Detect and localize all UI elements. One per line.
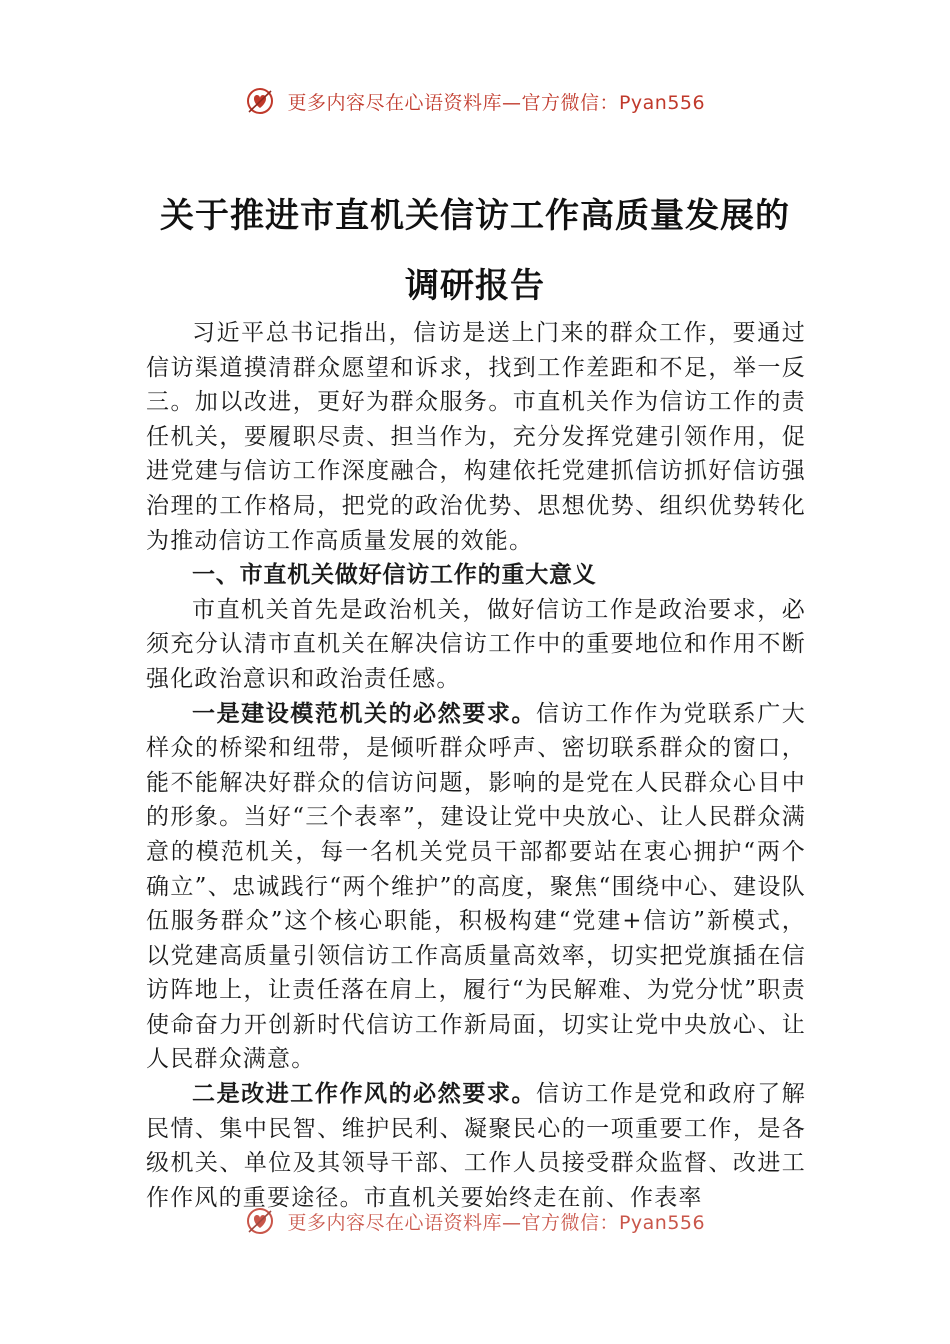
point-2-text: 信访工作是党和政府了解民情、集中民智、维护民利、凝聚民心的一项重要工作，是各级机关、单位及其领导干部、工作人员接受群众监督、改进工作作风的重要途径。市直机关要始终走在前、作表率 bbox=[146, 1081, 806, 1211]
watermark-header bbox=[0, 86, 950, 116]
heart-logo-icon bbox=[245, 86, 275, 116]
document-body bbox=[146, 316, 806, 1215]
watermark-text: 更多内容尽在心语资料库—官方微信：Pyan556 bbox=[287, 91, 706, 114]
intro-paragraph: 习近平总书记指出，信访是送上门来的群众工作，要通过信访渠道摸清群众愿望和诉求，找到工作差距和不足，举一反三。加以改进，更好为群众服务。市直机关作为信访工作的责任机关，要履职尽责、担当作为，充分发挥党建引领作用，促进党建与信访工作深度融合，构建依托党建抓信访抓好信访强治理的工作格局，把党的政治优势、思想优势、组织优势转化为推动信访工作高质量发展的效能。 bbox=[146, 320, 806, 554]
point-2-lead: 二是改进工作作风的必然要求。 bbox=[192, 1081, 537, 1108]
watermark-footer bbox=[0, 1206, 950, 1236]
section-heading-1: 一、市直机关做好信访工作的重大意义 bbox=[192, 562, 597, 589]
document-title-line-2: 调研报告 bbox=[405, 266, 545, 306]
heart-logo-icon bbox=[245, 1206, 275, 1236]
point-2-paragraph bbox=[146, 1077, 806, 1215]
point-1-text: 信访工作作为党联系广大样众的桥梁和纽带，是倾听群众呼声、密切联系群众的窗口，能不能解决好群众的信访问题，影响的是党在人民群众心目中的形象。当好“三个表率”，建设让党中央放心、让人民群众满意的模范机关，每一名机关党员干部都要站在衷心拥护“两个确立”、忠诚践行“两个维护”的高度，聚焦“围绕中心、建设队伍服务群众”这个核心职能，积极构建“党建+信访”新模式，以党建高质量引领信访工作高质量高效率，切实把党旗插在信访阵地上，让责任落在肩上，履行“为民解难、为党分忧”职责使命奋力开创新时代信访工作新局面，切实让党中央放心、让人民群众满意。 bbox=[146, 700, 806, 1073]
watermark-text: 更多内容尽在心语资料库—官方微信：Pyan556 bbox=[287, 1211, 706, 1234]
document-title-line-1: 关于推进市直机关信访工作高质量发展的 bbox=[160, 196, 790, 236]
section-1-paragraph: 市直机关首先是政治机关，做好信访工作是政治要求，必须充分认清市直机关在解决信访工作中的重要地位和作用不断强化政治意识和政治责任感。 bbox=[146, 596, 806, 692]
point-1-paragraph bbox=[146, 697, 806, 1078]
point-1-lead: 一是建设模范机关的必然要求。 bbox=[192, 700, 537, 727]
